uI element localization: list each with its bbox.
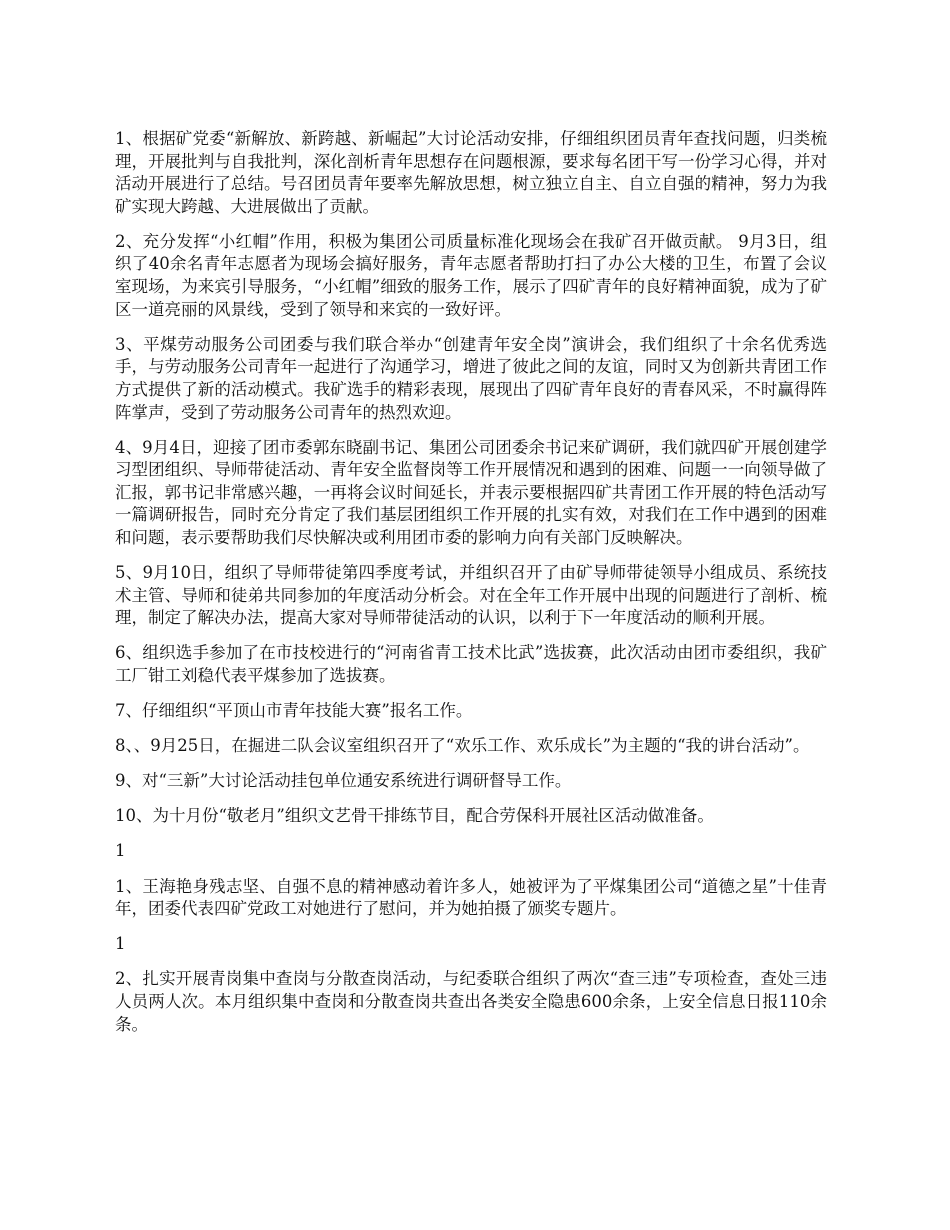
paragraph-2: 2、充分发挥“小红帽”作用，积极为集团公司质量标准化现场会在我矿召开做贡献。 9月3日，组织了40余名青年志愿者为现场会搞好服务，青年志愿者帮助打扫了办公大楼的卫生，布置了会议室现场，为来宾引导服务，“小红帽”细致的服务工作，展示了四矿青年的良好精神面貌，成为了矿区一道亮丽的风景线，受到了领导和来宾的一致好评。: [115, 231, 827, 319]
section-number: 1: [115, 841, 126, 861]
paragraph-9: 9、对“三新”大讨论活动挂包单位通安系统进行调研督导工作。: [115, 771, 572, 791]
paragraph-4: 4、9月4日，迎接了团市委郭东晓副书记、集团公司团委余书记来矿调研，我们就四矿开展创建学习型团组织、导师带徒活动、青年安全监督岗等工作开展情况和遇到的困难、问题一一向领导做了汇报，郭书记非常感兴趣，一再将会议时间延长，并表示要根据四矿共青团工作开展的特色活动写一篇调研报告，同时充分肯定了我们基层团组织工作开展的扎实有效，对我们在工作中遇到的困难和问题，表示要帮助我们尽快解决或利用团市委的影响力向有关部门反映解决。: [115, 437, 827, 547]
section-number: 1: [115, 934, 126, 954]
paragraph-5: 5、9月10日，组织了导师带徒第四季度考试，并组织召开了由矿导师带徒领导小组成员、系统技术主管、导师和徒弟共同参加的年度活动分析会。对在全年工作开展中出现的问题进行了剖析、梳理，制定了解决办法，提高大家对导师带徒活动的认识，以利于下一年度活动的顺利开展。: [115, 563, 827, 628]
paragraph-3: 3、平煤劳动服务公司团委与我们联合举办“创建青年安全岗”演讲会，我们组织了十余名优秀选手，与劳动服务公司青年一起进行了沟通学习，增进了彼此之间的友谊，同时又为创新共青团工作方式提供了新的活动模式。我矿选手的精彩表现，展现出了四矿青年良好的青春风采，不时赢得阵阵掌声，受到了劳动服务公司青年的热烈欢迎。: [115, 334, 827, 422]
paragraph-7: 7、仔细组织“平顶山市青年技能大赛”报名工作。: [115, 701, 473, 721]
paragraph-12: 2、扎实开展青岗集中查岗与分散查岗活动，与纪委联合组织了两次“查三违”专项检查，查处三违人员两人次。本月组织集中查岗和分散查岗共查出各类安全隐患600余条，上安全信息日报110余条。: [115, 969, 827, 1034]
paragraph-6: 6、组织选手参加了在市技校进行的“河南省青工技术比武”选拔赛，此次活动由团市委组织，我矿工厂钳工刘稳代表平煤参加了选拔赛。: [115, 643, 827, 685]
paragraph-10: 10、为十月份“敬老月”组织文艺骨干排练节目，配合劳保科开展社区活动做准备。: [115, 806, 714, 826]
paragraph-11: 1、王海艳身残志坚、自强不息的精神感动着许多人，她被评为了平煤集团公司“道德之星”十佳青年，团委代表四矿党政工对她进行了慰问，并为她拍摄了颁奖专题片。: [115, 876, 827, 919]
document-body: [115, 128, 827, 1049]
paragraph-8: 8、、9月25日，在掘进二队会议室组织召开了“欢乐工作、欢乐成长”为主题的“我的讲台活动”。: [115, 736, 810, 756]
paragraph-1: 1、根据矿党委“新解放、新跨越、新崛起”大讨论活动安排，仔细组织团员青年查找问题，归类梳理，开展批判与自我批判，深化剖析青年思想存在问题根源，要求每名团干写一份学习心得，并对活动开展进行了总结。号召团员青年要率先解放思想，树立独立自主、自立自强的精神，努力为我矿实现大跨越、大进展做出了贡献。: [115, 129, 827, 216]
